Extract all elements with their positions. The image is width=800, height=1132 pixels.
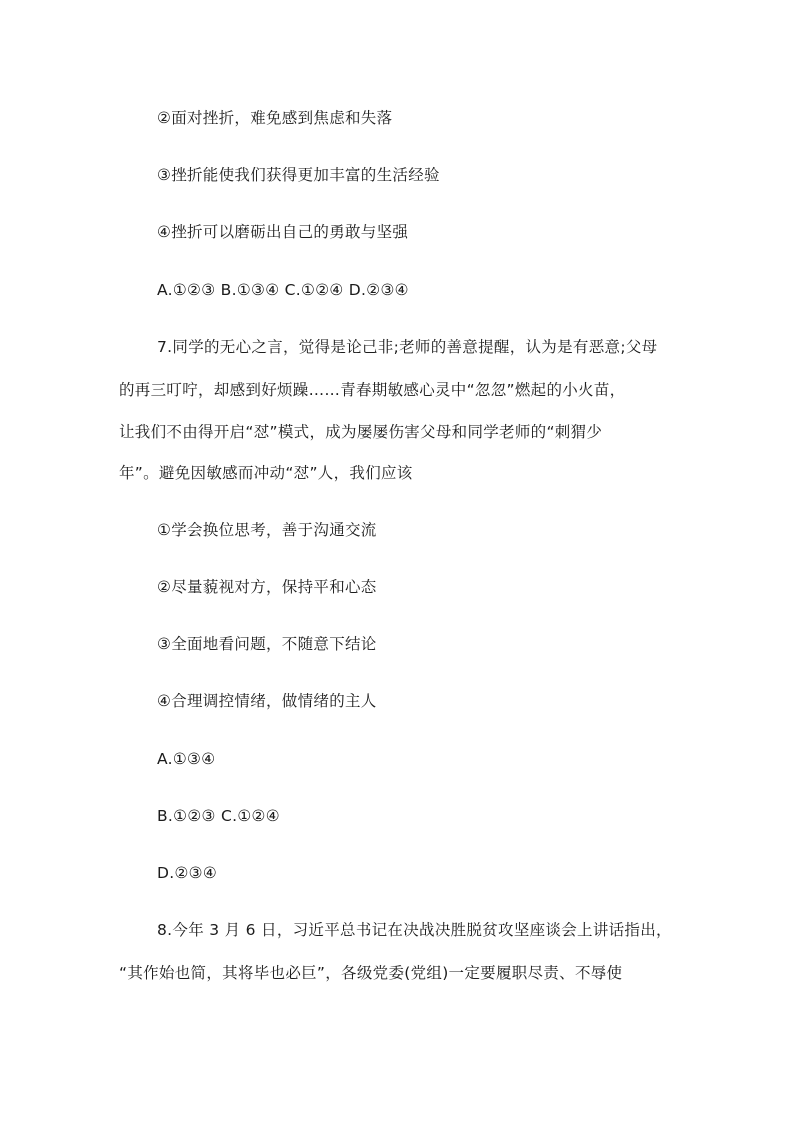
q7-answer-d: D.②③④ bbox=[157, 864, 218, 882]
q7-stem-line-2: 的再三叮咛，却感到好烦躁……青春期敏感心灵中“忽忽”燃起的小火苗， bbox=[119, 381, 626, 399]
q7-stem-line-3: 让我们不由得开启“怼”模式，成为屡屡伤害父母和同学老师的“刺猬少 bbox=[119, 423, 603, 441]
q7-option-1: ①学会换位思考，善于沟通交流 bbox=[157, 521, 377, 539]
q6-option-3: ③挫折能使我们获得更加丰富的生活经验 bbox=[157, 166, 440, 184]
q7-stem-line-4: 年”。避免因敏感而冲动“怼”人，我们应该 bbox=[119, 464, 413, 482]
q7-option-2: ②尽量藐视对方，保持平和心态 bbox=[157, 578, 377, 596]
q6-answers: A.①②③ B.①③④ C.①②④ D.②③④ bbox=[157, 281, 409, 299]
q8-stem-line-2: “其作始也简，其将毕也必巨”，各级党委(党组)一定要履职尽责、不辱使 bbox=[119, 964, 623, 982]
q7-answer-a: A.①③④ bbox=[157, 750, 216, 768]
q7-answer-b-c: B.①②③ C.①②④ bbox=[157, 807, 280, 825]
q6-option-2: ②面对挫折，难免感到焦虑和失落 bbox=[157, 109, 393, 127]
q7-stem-line-1: 7.同学的无心之言，觉得是论己非;老师的善意提醒，认为是有恶意;父母 bbox=[157, 338, 658, 356]
q7-option-3: ③全面地看问题，不随意下结论 bbox=[157, 635, 377, 653]
q6-option-4: ④挫折可以磨砺出自己的勇敢与坚强 bbox=[157, 223, 409, 241]
q7-option-4: ④合理调控情绪，做情绪的主人 bbox=[157, 692, 377, 710]
q8-stem-line-1: 8.今年 3 月 6 日，习近平总书记在决战决胜脱贫攻坚座谈会上讲话指出， bbox=[157, 921, 672, 939]
